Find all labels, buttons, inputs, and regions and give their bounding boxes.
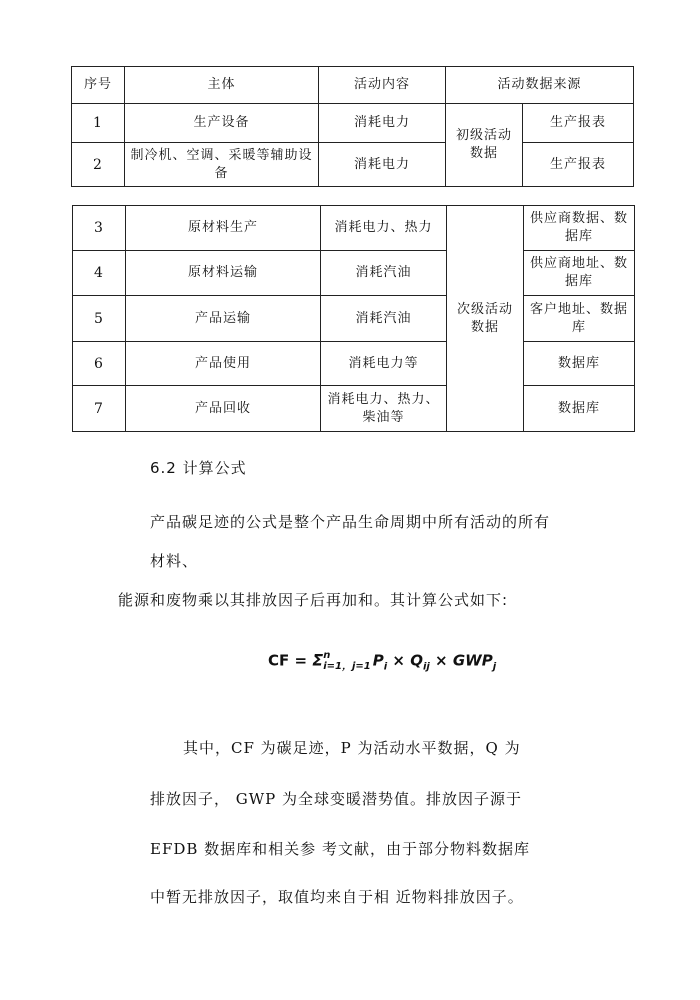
paragraph-line: EFDB 数据库和相关参 考文献，由于部分物料数据库 <box>150 840 530 858</box>
row-no: 7 <box>73 386 126 432</box>
row-source-detail: 供应商地址、数据库 <box>524 251 635 296</box>
sum-upper-limit: n <box>323 650 331 661</box>
row-activity: 消耗汽油 <box>321 251 447 296</box>
row-source-detail: 客户地址、数据库 <box>524 296 635 342</box>
source-group-primary: 初级活动数据 <box>446 104 523 187</box>
activity-table-secondary <box>72 205 635 432</box>
row-source-detail: 供应商数据、数据库 <box>524 206 635 251</box>
row-activity: 消耗电力等 <box>321 342 447 386</box>
var-gwp-subscript: j <box>492 661 497 673</box>
sum-limits <box>323 650 371 672</box>
table-row <box>73 206 635 251</box>
paragraph-line: 产品碳足迹的公式是整个产品生命周期中所有活动的所有 <box>150 513 551 531</box>
row-source-detail: 数据库 <box>524 342 635 386</box>
table-row <box>73 386 635 432</box>
times-sign: × <box>429 651 453 670</box>
table-row <box>73 296 635 342</box>
formula-lhs: CF = <box>268 651 313 670</box>
row-source-detail: 生产报表 <box>523 104 634 143</box>
header-activity: 活动内容 <box>319 67 446 104</box>
table-row <box>73 251 635 296</box>
var-p: P <box>372 651 384 670</box>
row-subject: 生产设备 <box>125 104 319 143</box>
row-no: 2 <box>72 143 125 187</box>
row-activity: 消耗电力、热力、柴油等 <box>321 386 447 432</box>
row-no: 4 <box>73 251 126 296</box>
row-no: 6 <box>73 342 126 386</box>
row-activity: 消耗电力、热力 <box>321 206 447 251</box>
row-no: 3 <box>73 206 126 251</box>
paragraph-line: 其中，CF 为碳足迹，P 为活动水平数据，Q 为 <box>183 739 521 757</box>
row-activity: 消耗汽油 <box>321 296 447 342</box>
var-q-subscript: ij <box>422 661 430 673</box>
table-row <box>72 143 634 187</box>
times-sign: × <box>387 651 411 670</box>
section-heading: 6.2 计算公式 <box>150 459 247 477</box>
paragraph-line: 材料、 <box>150 552 199 570</box>
activity-table-primary <box>71 66 634 187</box>
row-activity: 消耗电力 <box>319 104 446 143</box>
table-header-row <box>72 67 634 104</box>
row-source-detail: 生产报表 <box>523 143 634 187</box>
header-data-source: 活动数据来源 <box>446 67 634 104</box>
row-subject: 原材料运输 <box>126 251 321 296</box>
header-no: 序号 <box>72 67 125 104</box>
sum-lower-limit: i=1，j=1 <box>323 661 371 672</box>
row-subject: 制冷机、空调、采暖等辅助设备 <box>125 143 319 187</box>
paragraph-line: 中暂无排放因子，取值均来自于相 近物料排放因子。 <box>150 888 524 906</box>
row-source-detail: 数据库 <box>524 386 635 432</box>
paragraph-line: 能源和废物乘以其排放因子后再加和。其计算公式如下: <box>118 591 509 609</box>
var-gwp: GWP <box>452 651 493 670</box>
row-no: 1 <box>72 104 125 143</box>
row-activity: 消耗电力 <box>319 143 446 187</box>
paragraph-line: 排放因子， GWP 为全球变暖潜势值。排放因子源于 <box>150 790 523 808</box>
header-subject: 主体 <box>125 67 319 104</box>
var-p-subscript: i <box>383 661 388 673</box>
source-group-secondary: 次级活动数据 <box>447 206 524 432</box>
var-q: Q <box>410 651 423 670</box>
row-subject: 原材料生产 <box>126 206 321 251</box>
row-no: 5 <box>73 296 126 342</box>
carbon-footprint-formula <box>268 650 496 673</box>
table-row <box>72 104 634 143</box>
sum-symbol: Σ <box>312 650 324 670</box>
row-subject: 产品运输 <box>126 296 321 342</box>
table-row <box>73 342 635 386</box>
row-subject: 产品使用 <box>126 342 321 386</box>
row-subject: 产品回收 <box>126 386 321 432</box>
